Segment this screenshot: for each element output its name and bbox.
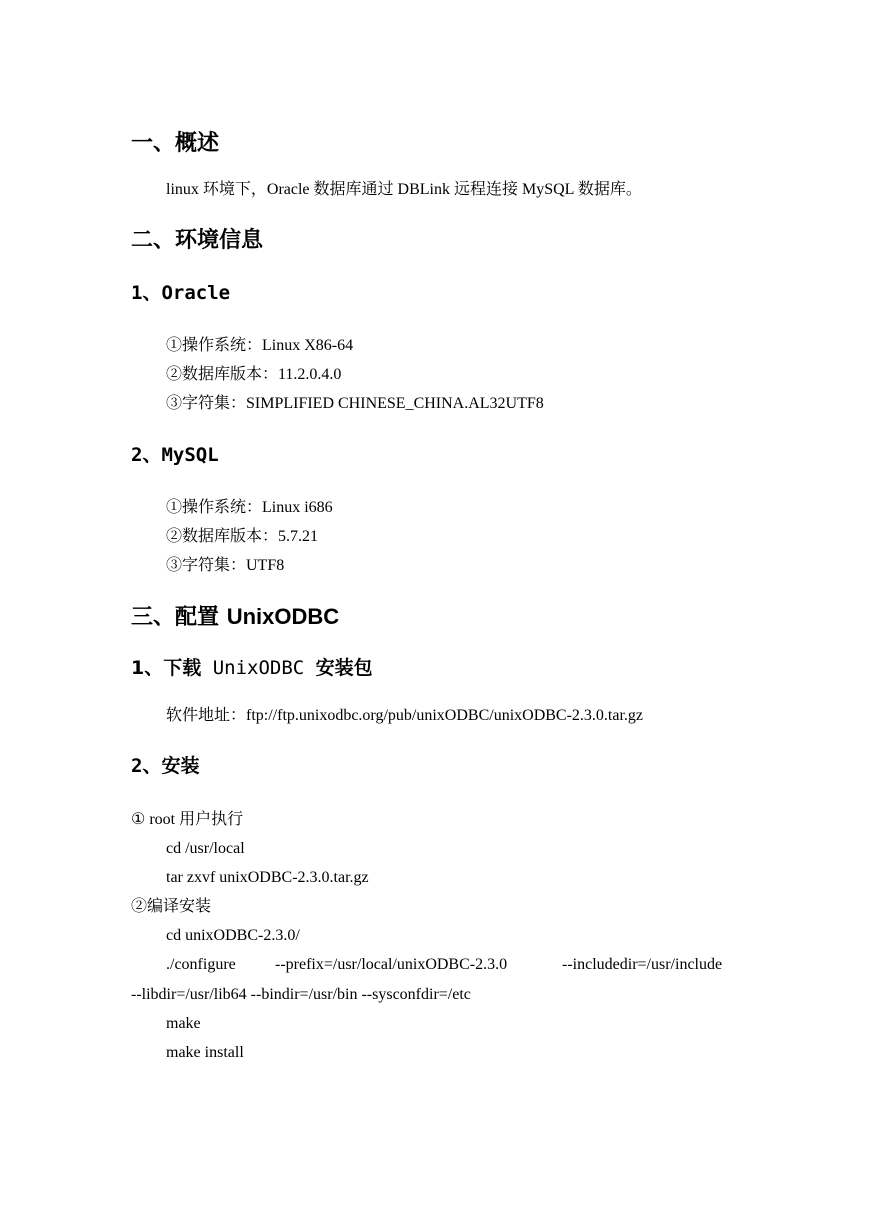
install-step2-title: ②编译安装	[131, 898, 212, 915]
overview-text: linux 环境下，Oracle 数据库通过 DBLink 远程连接 MySQL 数据库。	[166, 181, 642, 198]
mysql-heading: 2、MySQL	[131, 444, 219, 466]
download-address: 软件地址：ftp://ftp.unixodbc.org/pub/unixODBC/unixODBC-2.3.0.tar.gz	[166, 707, 644, 724]
config-heading	[131, 606, 339, 629]
mysql-os: ①操作系统：Linux i686	[166, 499, 333, 516]
download-heading-prefix: 1、下载	[131, 657, 202, 679]
install-step1-cmd2: tar zxvf unixODBC-2.3.0.tar.gz	[166, 869, 369, 886]
install-step2-cmd1: cd unixODBC-2.3.0/	[166, 927, 300, 944]
make-command: make	[166, 1015, 201, 1032]
config-heading-prefix: 三、配置	[131, 605, 220, 630]
mysql-charset: ③字符集：UTF8	[166, 557, 285, 574]
configure-prefix-option: --prefix=/usr/local/unixODBC-2.3.0	[275, 956, 508, 973]
oracle-version: ②数据库版本：11.2.0.4.0	[166, 366, 342, 383]
config-heading-name: UnixODBC	[226, 604, 340, 629]
mysql-version: ②数据库版本：5.7.21	[166, 528, 319, 545]
make-install-command: make install	[166, 1044, 244, 1061]
oracle-heading: 1、Oracle	[131, 282, 231, 304]
configure-include-option: --includedir=/usr/include	[562, 956, 723, 973]
configure-continuation: --libdir=/usr/lib64 --bindir=/usr/bin --sysconfdir=/etc	[131, 986, 471, 1003]
overview-heading: 一、概述	[131, 131, 220, 156]
configure-command: ./configure	[166, 956, 236, 973]
oracle-os: ①操作系统：Linux X86-64	[166, 337, 354, 354]
oracle-charset: ③字符集：SIMPLIFIED CHINESE_CHINA.AL32UTF8	[166, 395, 544, 412]
download-heading-name: UnixODBC	[212, 657, 305, 679]
download-heading	[131, 659, 373, 678]
environment-heading: 二、环境信息	[131, 228, 264, 253]
install-step1-title: ① root 用户执行	[131, 811, 244, 828]
download-heading-suffix: 安装包	[315, 657, 373, 679]
install-step1-cmd1: cd /usr/local	[166, 840, 245, 857]
install-heading: 2、安装	[131, 755, 200, 777]
